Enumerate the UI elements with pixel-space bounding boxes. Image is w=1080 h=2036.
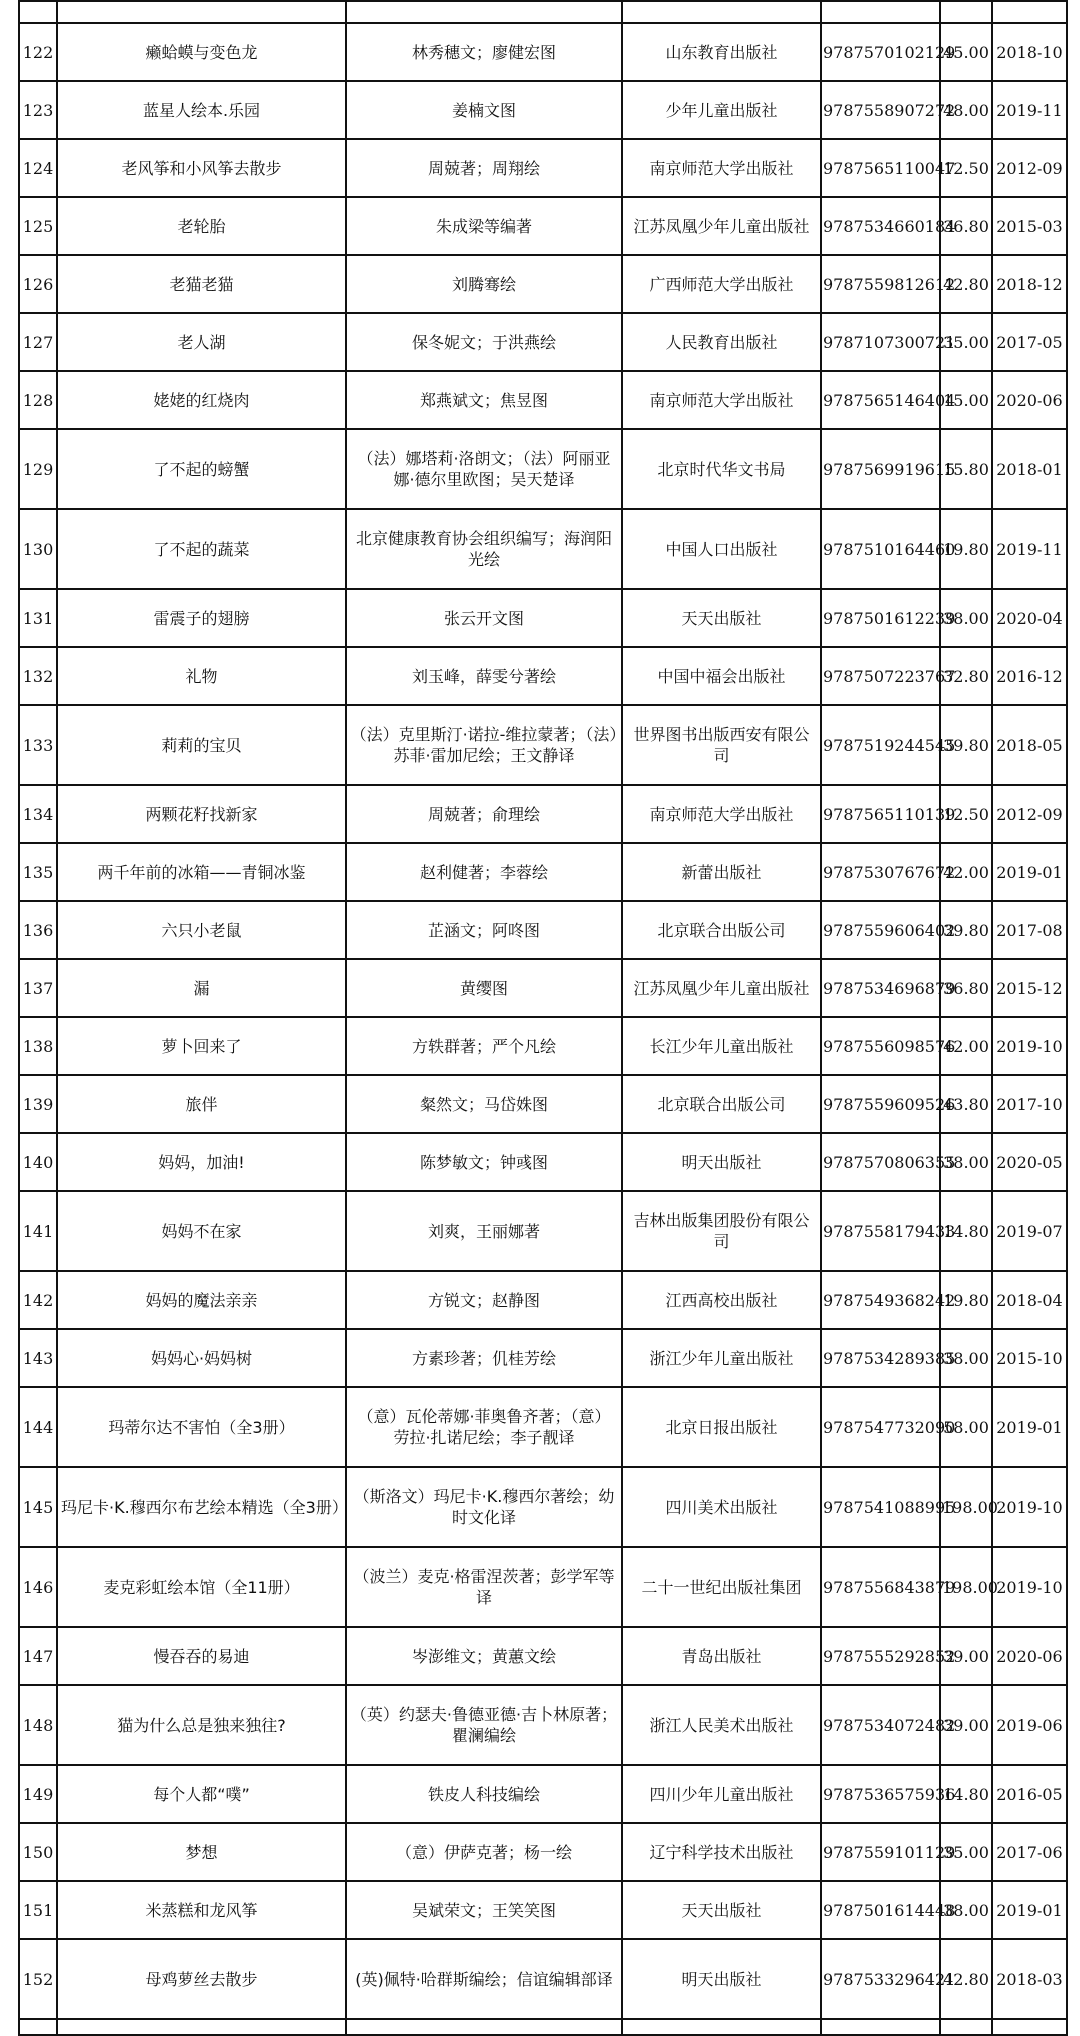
book-title: 梦想	[57, 1823, 346, 1881]
book-list-body	[19, 1, 1067, 2035]
book-price: 38.00	[940, 1329, 992, 1387]
book-author: 吴斌荣文；王笑笑图	[346, 1881, 622, 1939]
book-isbn: 9787570102129	[821, 23, 940, 81]
book-price: 15.00	[940, 371, 992, 429]
book-price: 38.00	[940, 589, 992, 647]
table-row	[19, 1939, 1067, 2019]
book-price: 198.00	[940, 1547, 992, 1627]
book-title: 妈妈心·妈妈树	[57, 1329, 346, 1387]
book-publisher: 浙江人民美术出版社	[622, 1685, 821, 1765]
book-author: 岑澎维文；黄蕙文绘	[346, 1627, 622, 1685]
book-author: 郑燕斌文；焦昱图	[346, 371, 622, 429]
table-row	[19, 1133, 1067, 1191]
book-isbn: 9787534696879	[821, 959, 940, 1017]
book-date: 2019-01	[992, 1881, 1067, 1939]
book-publisher: 四川美术出版社	[622, 1467, 821, 1547]
book-price: 12.50	[940, 139, 992, 197]
book-author: 林秀穗文；廖健宏图	[346, 23, 622, 81]
book-publisher: 北京时代华文书局	[622, 429, 821, 509]
book-isbn: 9787558179433	[821, 1191, 940, 1271]
book-title: 两千年前的冰箱——青铜冰鉴	[57, 843, 346, 901]
empty-cell	[992, 2019, 1067, 2035]
book-publisher: 南京师范大学出版社	[622, 785, 821, 843]
book-publisher: 明天出版社	[622, 1939, 821, 2019]
table-row	[19, 1191, 1067, 1271]
book-price: 43.80	[940, 1075, 992, 1133]
book-isbn: 9787501614448	[821, 1881, 940, 1939]
book-date: 2015-03	[992, 197, 1067, 255]
book-publisher: 江苏凤凰少年儿童出版社	[622, 959, 821, 1017]
book-title: 六只小老鼠	[57, 901, 346, 959]
book-author: 铁皮人科技编绘	[346, 1765, 622, 1823]
book-date: 2018-04	[992, 1271, 1067, 1329]
empty-cell	[992, 1, 1067, 23]
book-isbn: 9787565110139	[821, 785, 940, 843]
book-date: 2018-05	[992, 705, 1067, 785]
empty-cell	[19, 1, 57, 23]
row-number: 149	[19, 1765, 57, 1823]
book-isbn: 9787507223767	[821, 647, 940, 705]
book-author: 芷涵文；阿咚图	[346, 901, 622, 959]
empty-cell	[821, 1, 940, 23]
empty-cell	[940, 2019, 992, 2035]
book-price: 36.80	[940, 197, 992, 255]
book-isbn: 9787530767672	[821, 843, 940, 901]
book-publisher: 浙江少年儿童出版社	[622, 1329, 821, 1387]
empty-cell	[57, 2019, 346, 2035]
book-publisher: 新蕾出版社	[622, 843, 821, 901]
row-number: 152	[19, 1939, 57, 2019]
table-row	[19, 959, 1067, 1017]
book-author: （意）瓦伦蒂娜·菲奥鲁齐著；（意）劳拉·扎诺尼绘；李子靓译	[346, 1387, 622, 1467]
book-author: （法）娜塔莉·洛朗文；（法）阿丽亚娜·德尔里欧图；吴天楚译	[346, 429, 622, 509]
row-number: 135	[19, 843, 57, 901]
table-row	[19, 1075, 1067, 1133]
book-date: 2012-09	[992, 139, 1067, 197]
row-number: 123	[19, 81, 57, 139]
book-isbn: 9787534072482	[821, 1685, 940, 1765]
book-price: 198.00	[940, 1467, 992, 1547]
book-price: 35.00	[940, 1823, 992, 1881]
book-title: 癞蛤蟆与变色龙	[57, 23, 346, 81]
book-publisher: 南京师范大学出版社	[622, 139, 821, 197]
book-isbn: 9787559609526	[821, 1075, 940, 1133]
book-date: 2017-05	[992, 313, 1067, 371]
table-row	[19, 1017, 1067, 1075]
book-isbn: 9787559812612	[821, 255, 940, 313]
book-date: 2020-06	[992, 1627, 1067, 1685]
book-isbn: 9787569919615	[821, 429, 940, 509]
book-publisher: 人民教育出版社	[622, 313, 821, 371]
book-price: 48.00	[940, 81, 992, 139]
book-title: 老人湖	[57, 313, 346, 371]
book-date: 2019-01	[992, 1387, 1067, 1467]
table-row	[19, 901, 1067, 959]
book-price: 58.00	[940, 1387, 992, 1467]
book-title: 旅伴	[57, 1075, 346, 1133]
book-date: 2018-12	[992, 255, 1067, 313]
book-author: 朱成梁等编著	[346, 197, 622, 255]
book-date: 2019-11	[992, 81, 1067, 139]
book-isbn: 9787547732090	[821, 1387, 940, 1467]
book-title: 萝卜回来了	[57, 1017, 346, 1075]
table-row	[19, 1627, 1067, 1685]
table-row	[19, 1823, 1067, 1881]
partial-row-top	[19, 1, 1067, 23]
empty-cell	[346, 1, 622, 23]
book-date: 2019-07	[992, 1191, 1067, 1271]
table-row	[19, 371, 1067, 429]
book-author: 周兢著；周翔绘	[346, 139, 622, 197]
book-isbn: 9787570806355	[821, 1133, 940, 1191]
book-title: 妈妈不在家	[57, 1191, 346, 1271]
book-publisher: 少年儿童出版社	[622, 81, 821, 139]
book-title: 妈妈的魔法亲亲	[57, 1271, 346, 1329]
table-row	[19, 843, 1067, 901]
book-title: 麦克彩虹绘本馆（全11册）	[57, 1547, 346, 1627]
row-number: 145	[19, 1467, 57, 1547]
book-date: 2019-10	[992, 1547, 1067, 1627]
table-row	[19, 1467, 1067, 1547]
table-row	[19, 1329, 1067, 1387]
book-date: 2019-11	[992, 509, 1067, 589]
table-row	[19, 429, 1067, 509]
book-isbn: 9787558907272	[821, 81, 940, 139]
book-isbn: 9787559606402	[821, 901, 940, 959]
row-number: 148	[19, 1685, 57, 1765]
row-number: 143	[19, 1329, 57, 1387]
row-number: 138	[19, 1017, 57, 1075]
book-date: 2012-09	[992, 785, 1067, 843]
row-number: 128	[19, 371, 57, 429]
empty-cell	[940, 1, 992, 23]
partial-row-bottom	[19, 2019, 1067, 2035]
row-number: 151	[19, 1881, 57, 1939]
book-title: 母鸡萝丝去散步	[57, 1939, 346, 2019]
table-row	[19, 1547, 1067, 1627]
row-number: 136	[19, 901, 57, 959]
row-number: 142	[19, 1271, 57, 1329]
row-number: 146	[19, 1547, 57, 1627]
book-list-table	[18, 0, 1068, 2036]
book-author: (英)佩特·哈群斯编绘；信谊编辑部译	[346, 1939, 622, 2019]
book-price: 45.00	[940, 23, 992, 81]
book-author: 刘玉峰，薛雯兮著绘	[346, 647, 622, 705]
row-number: 129	[19, 429, 57, 509]
book-title: 米蒸糕和龙风筝	[57, 1881, 346, 1939]
book-isbn: 9787541088995	[821, 1467, 940, 1547]
book-price: 12.50	[940, 785, 992, 843]
book-author: 姜楠文图	[346, 81, 622, 139]
book-title: 每个人都“噗”	[57, 1765, 346, 1823]
book-author: 黄缨图	[346, 959, 622, 1017]
row-number: 124	[19, 139, 57, 197]
book-date: 2020-06	[992, 371, 1067, 429]
book-isbn: 9787534289385	[821, 1329, 940, 1387]
book-title: 玛蒂尔达不害怕（全3册）	[57, 1387, 346, 1467]
book-isbn: 9787549368242	[821, 1271, 940, 1329]
table-row	[19, 23, 1067, 81]
book-publisher: 广西师范大学出版社	[622, 255, 821, 313]
book-price: 15.80	[940, 429, 992, 509]
book-author: 保冬妮文；于洪燕绘	[346, 313, 622, 371]
book-title: 雷震子的翅膀	[57, 589, 346, 647]
book-price: 36.80	[940, 959, 992, 1017]
book-date: 2018-03	[992, 1939, 1067, 2019]
table-row	[19, 705, 1067, 785]
book-date: 2018-01	[992, 429, 1067, 509]
book-publisher: 北京联合出版公司	[622, 901, 821, 959]
book-date: 2019-10	[992, 1017, 1067, 1075]
book-author: 粲然文；马岱姝图	[346, 1075, 622, 1133]
book-price: 39.00	[940, 1627, 992, 1685]
table-row	[19, 647, 1067, 705]
row-number: 134	[19, 785, 57, 843]
book-isbn: 9787533296421	[821, 1939, 940, 2019]
row-number: 126	[19, 255, 57, 313]
row-number: 130	[19, 509, 57, 589]
book-publisher: 北京日报出版社	[622, 1387, 821, 1467]
book-date: 2017-10	[992, 1075, 1067, 1133]
book-isbn: 9787556843879	[821, 1547, 940, 1627]
empty-cell	[19, 2019, 57, 2035]
book-date: 2017-08	[992, 901, 1067, 959]
book-author: 刘腾骞绘	[346, 255, 622, 313]
book-author: （意）伊萨克著；杨一绘	[346, 1823, 622, 1881]
book-date: 2015-12	[992, 959, 1067, 1017]
book-title: 漏	[57, 959, 346, 1017]
table-row	[19, 139, 1067, 197]
book-isbn: 9787555292852	[821, 1627, 940, 1685]
book-title: 妈妈，加油!	[57, 1133, 346, 1191]
table-row	[19, 255, 1067, 313]
book-price: 39.80	[940, 901, 992, 959]
book-title: 礼物	[57, 647, 346, 705]
book-author: （英）约瑟夫·鲁德亚德·吉卜林原著；瞿澜编绘	[346, 1685, 622, 1765]
book-title: 慢吞吞的易迪	[57, 1627, 346, 1685]
book-publisher: 辽宁科学技术出版社	[622, 1823, 821, 1881]
book-price: 39.00	[940, 1685, 992, 1765]
book-isbn: 9787534660184	[821, 197, 940, 255]
book-title: 莉莉的宝贝	[57, 705, 346, 785]
row-number: 147	[19, 1627, 57, 1685]
book-date: 2018-10	[992, 23, 1067, 81]
book-isbn: 9787519244545	[821, 705, 940, 785]
book-date: 2019-06	[992, 1685, 1067, 1765]
book-price: 19.80	[940, 509, 992, 589]
book-publisher: 天天出版社	[622, 589, 821, 647]
row-number: 140	[19, 1133, 57, 1191]
book-price: 38.00	[940, 1881, 992, 1939]
book-price: 42.00	[940, 843, 992, 901]
empty-cell	[622, 2019, 821, 2035]
book-author: 刘爽，王丽娜著	[346, 1191, 622, 1271]
empty-cell	[346, 2019, 622, 2035]
book-price: 42.80	[940, 255, 992, 313]
book-price: 19.80	[940, 1271, 992, 1329]
table-row	[19, 1271, 1067, 1329]
row-number: 132	[19, 647, 57, 705]
book-publisher: 中国中福会出版社	[622, 647, 821, 705]
book-title: 猫为什么总是独来独往?	[57, 1685, 346, 1765]
book-title: 老轮胎	[57, 197, 346, 255]
book-price: 14.80	[940, 1191, 992, 1271]
book-title: 姥姥的红烧肉	[57, 371, 346, 429]
book-isbn: 9787501612239	[821, 589, 940, 647]
book-price: 42.00	[940, 1017, 992, 1075]
book-price: 42.80	[940, 1939, 992, 2019]
row-number: 144	[19, 1387, 57, 1467]
book-author: （斯洛文）玛尼卡·K.穆西尔著绘；幼时文化译	[346, 1467, 622, 1547]
row-number: 139	[19, 1075, 57, 1133]
book-price: 38.00	[940, 1133, 992, 1191]
row-number: 141	[19, 1191, 57, 1271]
table-row	[19, 785, 1067, 843]
book-author: 周兢著；俞理绘	[346, 785, 622, 843]
book-date: 2016-05	[992, 1765, 1067, 1823]
book-author: 方素珍著；仉桂芳绘	[346, 1329, 622, 1387]
book-isbn: 9787536575936	[821, 1765, 940, 1823]
book-date: 2019-01	[992, 843, 1067, 901]
book-title: 两颗花籽找新家	[57, 785, 346, 843]
book-title: 蓝星人绘本.乐园	[57, 81, 346, 139]
row-number: 150	[19, 1823, 57, 1881]
table-row	[19, 1765, 1067, 1823]
book-author: 陈梦敏文；钟彧图	[346, 1133, 622, 1191]
table-row	[19, 81, 1067, 139]
row-number: 137	[19, 959, 57, 1017]
book-isbn: 9787556098576	[821, 1017, 940, 1075]
book-publisher: 二十一世纪出版社集团	[622, 1547, 821, 1627]
book-date: 2020-05	[992, 1133, 1067, 1191]
book-publisher: 明天出版社	[622, 1133, 821, 1191]
book-title: 了不起的螃蟹	[57, 429, 346, 509]
book-publisher: 天天出版社	[622, 1881, 821, 1939]
book-title: 老猫老猫	[57, 255, 346, 313]
book-publisher: 北京联合出版公司	[622, 1075, 821, 1133]
table-row	[19, 1387, 1067, 1467]
row-number: 131	[19, 589, 57, 647]
table-row	[19, 589, 1067, 647]
book-price: 32.80	[940, 647, 992, 705]
row-number: 127	[19, 313, 57, 371]
book-date: 2016-12	[992, 647, 1067, 705]
book-publisher: 山东教育出版社	[622, 23, 821, 81]
book-date: 2020-04	[992, 589, 1067, 647]
book-author: 北京健康教育协会组织编写；海润阳光绘	[346, 509, 622, 589]
book-date: 2015-10	[992, 1329, 1067, 1387]
book-author: （波兰）麦克·格雷涅茨著；彭学军等译	[346, 1547, 622, 1627]
book-author: 方锐文；赵静图	[346, 1271, 622, 1329]
empty-cell	[821, 2019, 940, 2035]
row-number: 122	[19, 23, 57, 81]
book-isbn: 9787565110047	[821, 139, 940, 197]
book-author: （法）克里斯汀·诺拉-维拉蒙著；（法）苏菲·雷加尼绘；王文静译	[346, 705, 622, 785]
table-row	[19, 1685, 1067, 1765]
book-publisher: 江西高校出版社	[622, 1271, 821, 1329]
empty-cell	[57, 1, 346, 23]
book-date: 2017-06	[992, 1823, 1067, 1881]
table-row	[19, 313, 1067, 371]
book-price: 39.80	[940, 705, 992, 785]
table-row	[19, 1881, 1067, 1939]
book-publisher: 长江少年儿童出版社	[622, 1017, 821, 1075]
row-number: 133	[19, 705, 57, 785]
book-isbn: 9787565146404	[821, 371, 940, 429]
book-publisher: 江苏凤凰少年儿童出版社	[622, 197, 821, 255]
book-publisher: 四川少年儿童出版社	[622, 1765, 821, 1823]
row-number: 125	[19, 197, 57, 255]
book-price: 35.00	[940, 313, 992, 371]
book-title: 老风筝和小风筝去散步	[57, 139, 346, 197]
book-isbn: 9787107300721	[821, 313, 940, 371]
book-author: 方轶群著；严个凡绘	[346, 1017, 622, 1075]
book-publisher: 世界图书出版西安有限公司	[622, 705, 821, 785]
book-publisher: 青岛出版社	[622, 1627, 821, 1685]
book-publisher: 中国人口出版社	[622, 509, 821, 589]
book-isbn: 9787510164460	[821, 509, 940, 589]
book-isbn: 9787559101129	[821, 1823, 940, 1881]
table-row	[19, 197, 1067, 255]
table-row	[19, 509, 1067, 589]
book-publisher: 南京师范大学出版社	[622, 371, 821, 429]
empty-cell	[622, 1, 821, 23]
book-title: 玛尼卡·K.穆西尔布艺绘本精选（全3册）	[57, 1467, 346, 1547]
book-author: 赵利健著；李蓉绘	[346, 843, 622, 901]
book-publisher: 吉林出版集团股份有限公司	[622, 1191, 821, 1271]
book-author: 张云开文图	[346, 589, 622, 647]
book-price: 14.80	[940, 1765, 992, 1823]
book-title: 了不起的蔬菜	[57, 509, 346, 589]
book-date: 2019-10	[992, 1467, 1067, 1547]
